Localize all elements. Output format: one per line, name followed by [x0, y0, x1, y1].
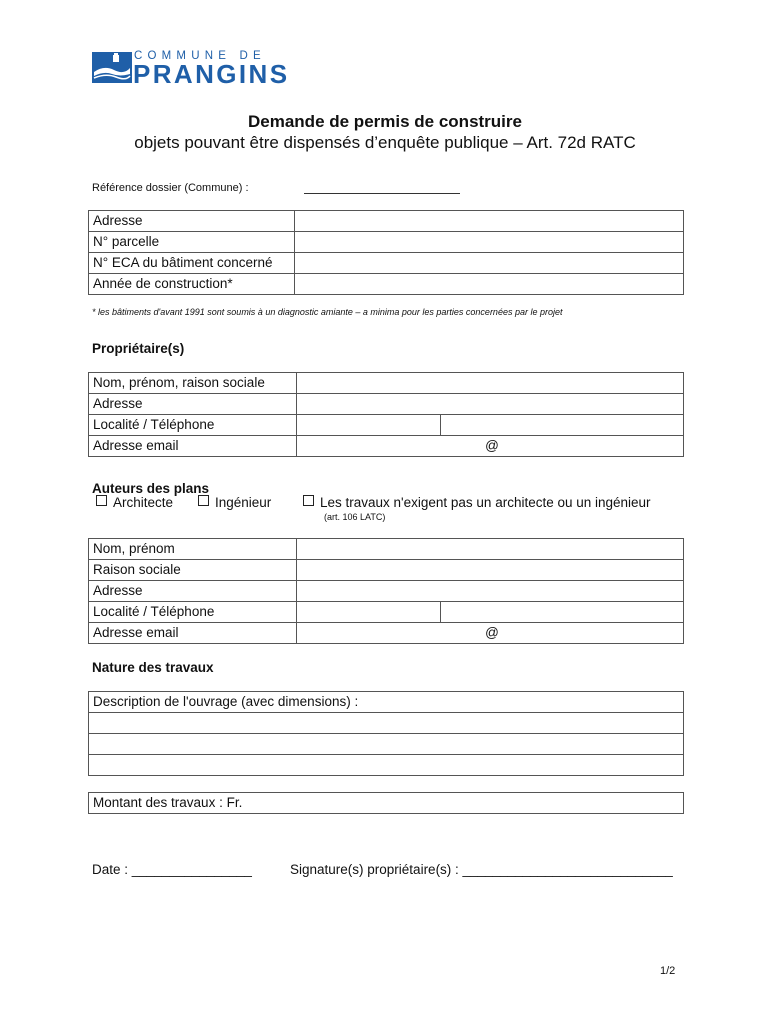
author-address-label: Adresse — [89, 581, 297, 602]
eca-number-label: N° ECA du bâtiment concerné — [89, 253, 295, 274]
author-locality-field[interactable] — [297, 602, 441, 623]
table-row — [89, 734, 684, 755]
option-no-architect[interactable] — [303, 495, 651, 510]
works-description-table — [88, 691, 684, 776]
author-phone-field[interactable] — [441, 602, 684, 623]
page-title: Demande de permis de construire — [248, 112, 522, 131]
authors-table — [88, 538, 684, 644]
owner-address-label: Adresse — [89, 394, 297, 415]
owner-name-label: Nom, prénom, raison sociale — [89, 373, 297, 394]
parcel-number-field[interactable] — [295, 232, 684, 253]
author-name-field[interactable] — [297, 539, 684, 560]
table-row — [89, 560, 684, 581]
architect-checkbox[interactable] — [96, 495, 107, 506]
description-line-3[interactable] — [89, 755, 684, 776]
owner-address-field[interactable] — [297, 394, 684, 415]
page-number: 1/2 — [660, 965, 676, 977]
author-address-field[interactable] — [297, 581, 684, 602]
author-email-field[interactable] — [297, 623, 684, 644]
owners-heading: Propriétaire(s) — [92, 341, 185, 356]
at-sign: @ — [485, 625, 499, 640]
table-row — [89, 602, 684, 623]
table-row — [89, 713, 684, 734]
signature-field[interactable]: Signature(s) propriétaire(s) : ____________________________ — [290, 862, 673, 877]
owners-table — [88, 372, 684, 457]
option-architect-label: Architecte — [113, 495, 174, 510]
reference-label: Référence dossier (Commune) : — [92, 182, 249, 194]
option-engineer[interactable] — [198, 495, 271, 510]
table-row — [89, 274, 684, 295]
at-sign: @ — [485, 438, 499, 453]
table-row — [89, 253, 684, 274]
building-address-label: Adresse — [89, 211, 295, 232]
table-row — [89, 539, 684, 560]
table-row — [89, 436, 684, 457]
latc-note: (art. 106 LATC) — [324, 512, 386, 522]
logo-commune-text: COMMUNE DE — [134, 50, 266, 62]
table-row — [89, 692, 684, 713]
table-row — [89, 793, 684, 814]
table-row — [89, 232, 684, 253]
table-row — [89, 755, 684, 776]
table-row — [89, 623, 684, 644]
option-no-architect-label: Les travaux n'exigent pas un architecte ou un ingénieur — [320, 495, 651, 510]
description-line-2[interactable] — [89, 734, 684, 755]
author-name-label: Nom, prénom — [89, 539, 297, 560]
author-company-label: Raison sociale — [89, 560, 297, 581]
table-row — [89, 415, 684, 436]
owner-locality-label: Localité / Téléphone — [89, 415, 297, 436]
table-row — [89, 211, 684, 232]
option-architect[interactable] — [96, 495, 173, 510]
reference-row — [92, 182, 692, 194]
works-heading: Nature des travaux — [92, 660, 214, 675]
table-row — [89, 373, 684, 394]
owner-phone-field[interactable] — [441, 415, 684, 436]
authors-heading: Auteurs des plans — [92, 481, 210, 496]
reference-input-line[interactable] — [304, 182, 460, 194]
description-line-1[interactable] — [89, 713, 684, 734]
owner-name-field[interactable] — [297, 373, 684, 394]
building-table — [88, 210, 684, 295]
description-label: Description de l'ouvrage (avec dimensions) : — [89, 692, 684, 713]
construction-year-label: Année de construction* — [89, 274, 295, 295]
eca-number-field[interactable] — [295, 253, 684, 274]
asbestos-note: * les bâtiments d'avant 1991 sont soumis à un diagnostic amiante – a minima pour les parties concernées par le projet — [92, 307, 563, 317]
amount-table — [88, 792, 684, 814]
no-architect-checkbox[interactable] — [303, 495, 314, 506]
authors-options — [96, 495, 696, 513]
engineer-checkbox[interactable] — [198, 495, 209, 506]
owner-email-label: Adresse email — [89, 436, 297, 457]
amount-field[interactable]: Montant des travaux : Fr. — [89, 793, 684, 814]
author-locality-label: Localité / Téléphone — [89, 602, 297, 623]
commune-emblem-icon — [92, 52, 132, 83]
owner-locality-field[interactable] — [297, 415, 441, 436]
commune-logo — [92, 50, 307, 88]
option-engineer-label: Ingénieur — [215, 495, 272, 510]
logo-prangins-text: PRANGINS — [133, 59, 290, 89]
date-field[interactable]: Date : ________________ — [92, 862, 252, 877]
author-company-field[interactable] — [297, 560, 684, 581]
author-email-label: Adresse email — [89, 623, 297, 644]
table-row — [89, 581, 684, 602]
page-subtitle: objets pouvant être dispensés d’enquête publique – Art. 72d RATC — [134, 133, 636, 152]
parcel-number-label: N° parcelle — [89, 232, 295, 253]
construction-year-field[interactable] — [295, 274, 684, 295]
table-row — [89, 394, 684, 415]
building-address-field[interactable] — [295, 211, 684, 232]
owner-email-field[interactable] — [297, 436, 684, 457]
